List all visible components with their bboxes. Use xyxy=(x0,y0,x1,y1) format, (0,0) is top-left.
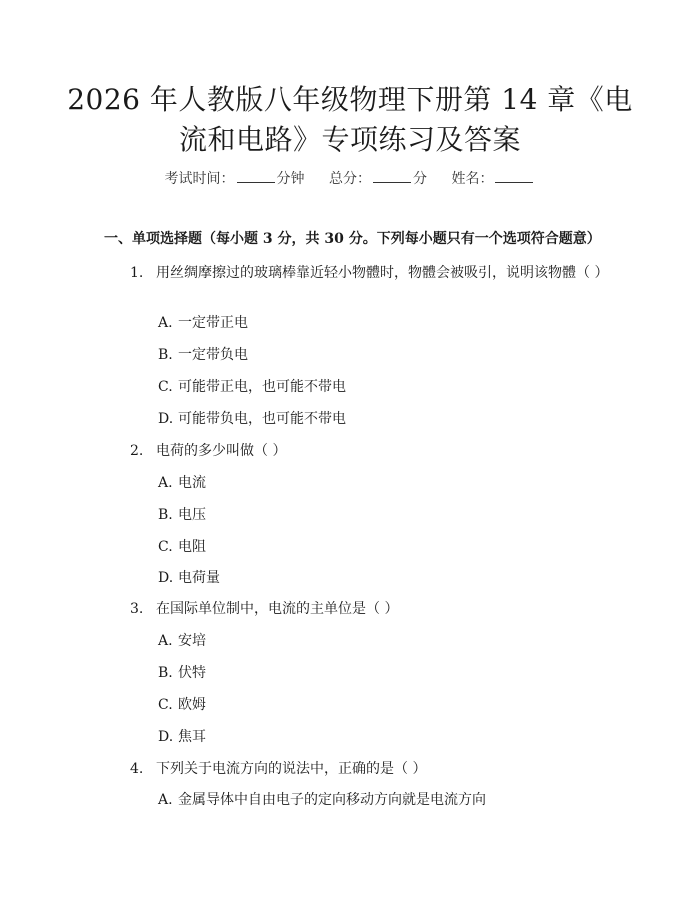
student-name-blank xyxy=(495,170,533,183)
question-4-option-a xyxy=(158,790,486,810)
question-text: 在国际单位制中，电流的主单位是（ ） xyxy=(156,601,399,617)
option-letter: B. xyxy=(158,347,173,363)
option-text: 可能带负电，也可能不带电 xyxy=(178,411,346,427)
option-letter: C. xyxy=(158,379,173,395)
option-text: 金属导体中自由电子的定向移动方向就是电流方向 xyxy=(178,792,486,808)
option-letter: D. xyxy=(158,570,174,586)
question-1-option-d xyxy=(158,409,346,429)
option-letter: A. xyxy=(158,315,173,331)
question-2-option-d xyxy=(158,568,220,588)
exam-meta xyxy=(0,168,700,188)
student-name-label: 姓名： xyxy=(451,171,494,187)
question-3-option-d xyxy=(158,727,206,747)
option-letter: D. xyxy=(158,411,174,427)
section-heading-single-choice: 一、单项选择题（每小题 3 分，共 30 分。下列每小题只有一个选项符合题意） xyxy=(104,231,601,247)
question-3 xyxy=(104,598,604,620)
option-letter: C. xyxy=(158,539,173,555)
question-text: 电荷的多少叫做（ ） xyxy=(156,443,287,459)
question-3-option-b xyxy=(158,663,206,683)
question-number: 2. xyxy=(130,443,144,459)
total-score-unit: 分 xyxy=(413,171,427,187)
option-text: 一定带正电 xyxy=(178,315,248,331)
question-2 xyxy=(104,440,604,462)
exam-time-label: 考试时间： xyxy=(164,171,235,187)
total-score xyxy=(329,168,427,188)
option-letter: A. xyxy=(158,792,173,808)
exam-time-blank xyxy=(237,170,275,183)
question-number: 4. xyxy=(130,761,144,777)
question-3-option-a xyxy=(158,631,206,651)
total-score-blank xyxy=(373,170,411,183)
question-2-option-b xyxy=(158,505,206,525)
option-letter: A. xyxy=(158,475,173,491)
question-1-option-b xyxy=(158,345,248,365)
exam-time-unit: 分钟 xyxy=(276,171,305,187)
student-name xyxy=(451,168,535,188)
total-score-label: 总分： xyxy=(329,171,371,187)
question-2-option-a xyxy=(158,473,206,493)
option-letter: C. xyxy=(158,697,173,713)
option-letter: B. xyxy=(158,665,173,681)
option-text: 一定带负电 xyxy=(178,347,248,363)
question-number: 3. xyxy=(130,601,144,617)
question-1-option-a xyxy=(158,313,248,333)
option-text: 焦耳 xyxy=(178,729,206,745)
question-text: 用丝绸摩擦过的玻璃棒靠近轻小物體时，物體会被吸引，说明该物體（ ） xyxy=(156,265,609,281)
option-text: 伏特 xyxy=(178,665,206,681)
option-text: 安培 xyxy=(178,633,206,649)
option-text: 欧姆 xyxy=(178,697,206,713)
question-1-option-c xyxy=(158,377,346,397)
option-text: 电流 xyxy=(178,475,206,491)
question-text: 下列关于电流方向的说法中，正确的是（ ） xyxy=(156,761,427,777)
option-letter: D. xyxy=(158,729,174,745)
document-title xyxy=(60,80,640,160)
title-line-2: 流和电路》专项练习及答案 xyxy=(178,123,521,156)
option-text: 电荷量 xyxy=(178,570,220,586)
option-text: 电阻 xyxy=(178,539,206,555)
question-3-option-c xyxy=(158,695,206,715)
exam-time xyxy=(165,168,305,188)
option-text: 电压 xyxy=(178,507,206,523)
option-letter: A. xyxy=(158,633,173,649)
question-number: 1. xyxy=(130,265,144,281)
question-1 xyxy=(104,262,609,284)
question-2-option-c xyxy=(158,537,206,557)
title-line-1: 2026 年人教版八年级物理下册第 14 章《电 xyxy=(67,83,633,116)
question-4 xyxy=(104,758,604,780)
option-text: 可能带正电，也可能不带电 xyxy=(178,379,346,395)
option-letter: B. xyxy=(158,507,173,523)
